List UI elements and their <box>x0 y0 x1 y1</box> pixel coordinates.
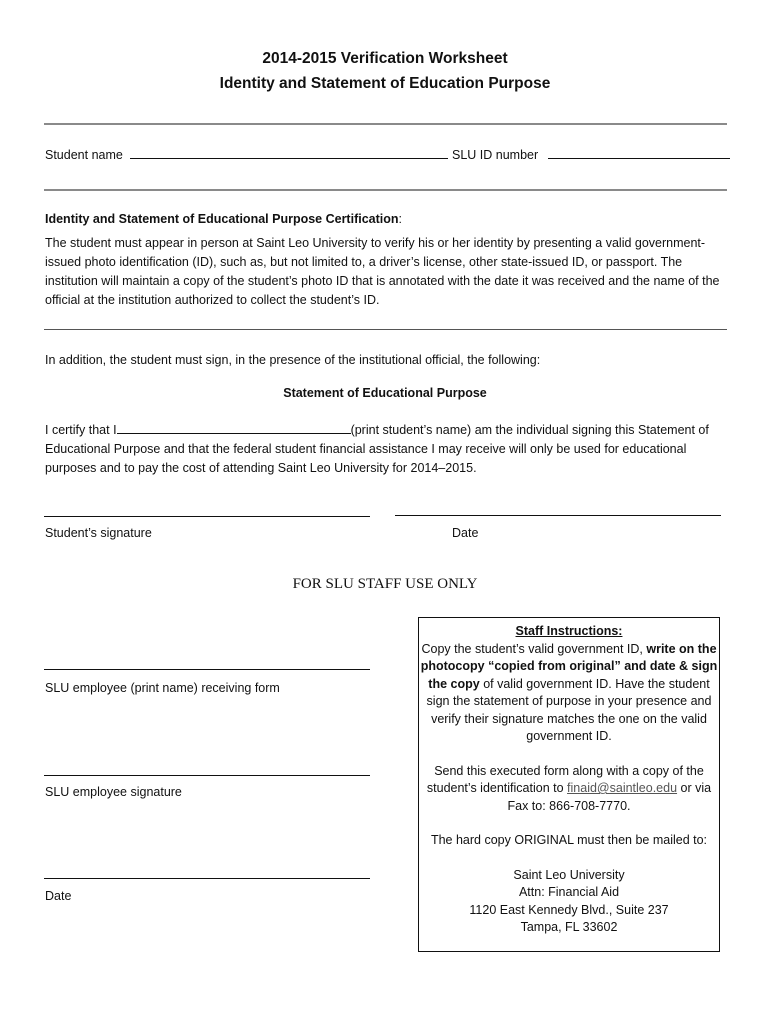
employee-name-label: SLU employee (print name) receiving form <box>45 681 280 695</box>
slu-id-label: SLU ID number <box>452 148 539 162</box>
email-link[interactable]: finaid@saintleo.edu <box>567 781 678 795</box>
employee-name-line[interactable] <box>44 669 370 670</box>
certification-heading: Identity and Statement of Educational Purpose Certification: <box>45 212 402 226</box>
divider <box>44 123 727 125</box>
page-title: 2014-2015 Verification Worksheet <box>262 50 508 67</box>
staff-instructions-p1: Copy the student’s valid government ID, write on the photocopy “copied from original” and date & sign the copy of valid government ID. Have the student sign the statement of purpose in your presence and verify their signature matches the one on the valid government ID. <box>420 641 718 743</box>
student-name-label: Student name <box>45 148 123 162</box>
statement-intro: In addition, the student must sign, in the presence of the institutional official, the following: <box>45 353 541 367</box>
staff-section-title: FOR SLU STAFF USE ONLY <box>292 576 478 592</box>
staff-date-label: Date <box>45 889 72 903</box>
student-date-label: Date <box>452 526 479 540</box>
mailing-address-line: Tampa, FL 33602 <box>520 920 618 934</box>
statement-certify-text: I certify that I (print student’s name) am the individual signing this Statement of Educational Purpose and that the federal student financial assistance I may receive will only be used for educational purposes and to pay the cost of attending Saint Leo University for 2014–2015. <box>45 423 709 475</box>
divider <box>44 329 727 330</box>
staff-instructions-box <box>418 617 720 952</box>
certification-body: The student must appear in person at Saint Leo University to verify his or her identity by presenting a valid government-issued photo identification (ID), such as, but not limited to, a driver’s license, other state-issued ID, or passport. The institution will maintain a copy of the student’s photo ID that is annotated with the date it was received and the name of the official at the institution authorized to collect the student’s ID. <box>45 236 720 307</box>
page-subtitle: Identity and Statement of Education Purpose <box>219 75 551 92</box>
staff-instructions-p3: The hard copy ORIGINAL must then be mailed to: <box>430 833 708 847</box>
staff-instructions-p2: Send this executed form along with a copy of the student’s identification to finaid@saintleo.edu or via Fax to: 866-708-7770. <box>426 763 712 813</box>
mailing-address-line: Attn: Financial Aid <box>518 885 620 899</box>
student-name-field <box>45 146 448 162</box>
slu-id-field <box>452 146 730 162</box>
employee-signature-label: SLU employee signature <box>45 785 182 799</box>
staff-date-line[interactable] <box>44 878 370 879</box>
student-signature-label: Student’s signature <box>45 526 152 540</box>
mailing-address-line: 1120 East Kennedy Blvd., Suite 237 <box>469 902 669 917</box>
employee-signature-line[interactable] <box>44 775 370 776</box>
staff-instructions-heading: Staff Instructions: <box>515 624 623 638</box>
slu-id-input[interactable] <box>548 146 730 159</box>
student-date-line[interactable] <box>395 515 721 516</box>
divider <box>44 189 727 191</box>
mailing-address-line: Saint Leo University <box>513 867 625 882</box>
student-name-input[interactable] <box>130 146 448 159</box>
student-signature-line[interactable] <box>44 516 370 517</box>
print-student-name-input[interactable] <box>117 421 351 434</box>
statement-heading: Statement of Educational Purpose <box>283 386 487 400</box>
